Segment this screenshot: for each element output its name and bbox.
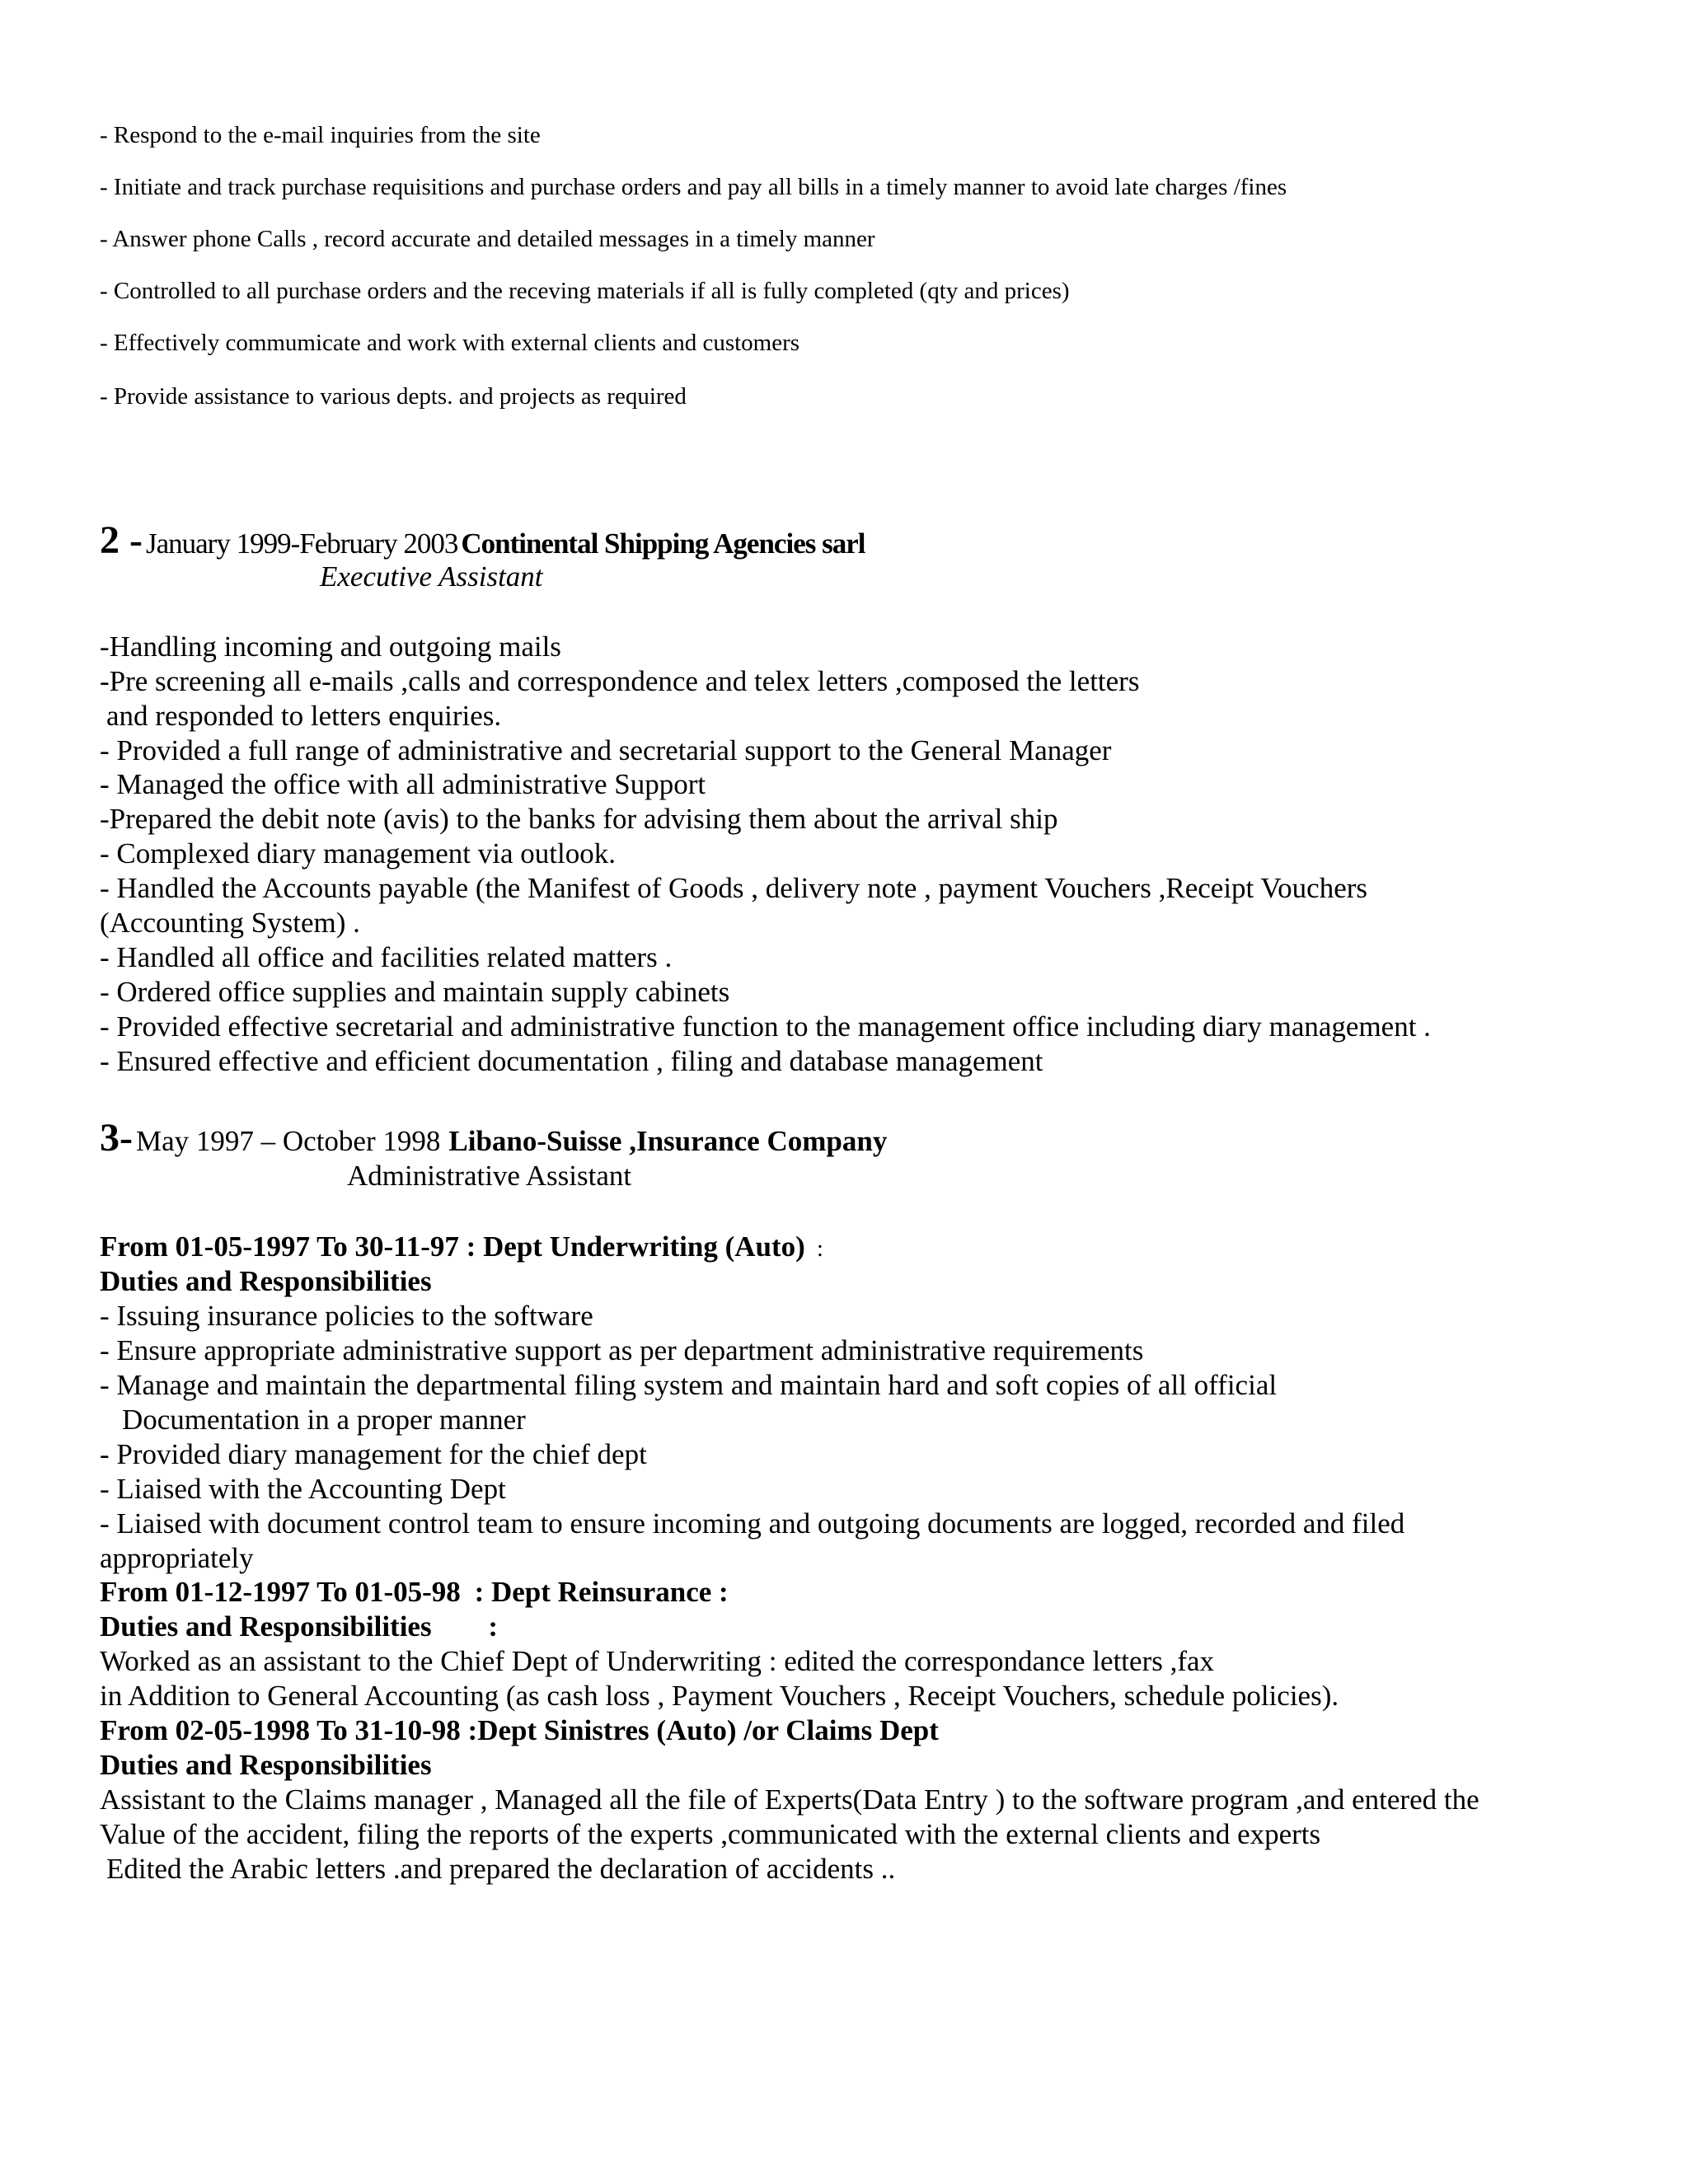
sec2-line: Worked as an assistant to the Chief Dept of Underwriting : edited the correspondance letters ,fax: [100, 1645, 1215, 1677]
job2-line: and responded to letters enquiries.: [106, 700, 502, 732]
job2-heading: [100, 518, 865, 562]
sec1-line: - Manage and maintain the departmental filing system and maintain hard and soft copies of all official: [100, 1369, 1278, 1401]
bullet-provide-assistance: - Provide assistance to various depts. and projects as required: [100, 383, 687, 410]
job3-sec3-heading: From 02-05-1998 To 31-10-98 :Dept Sinistres (Auto) /or Claims Dept: [100, 1714, 939, 1746]
sec2-line: in Addition to General Accounting (as cash loss , Payment Vouchers , Receipt Vouchers, schedule policies).: [100, 1680, 1339, 1712]
job2-line: - Handled the Accounts payable (the Manifest of Goods , delivery note , payment Vouchers ,Receipt Vouchers: [100, 872, 1368, 904]
bullet-respond-email: - Respond to the e-mail inquiries from the site: [100, 122, 541, 148]
sec1-line: - Liaised with document control team to ensure incoming and outgoing documents are logged, recorded and filed: [100, 1507, 1405, 1540]
bullet-controlled-orders: - Controlled to all purchase orders and the receving materials if all is fully completed (qty and prices): [100, 278, 1070, 304]
sec1-line: - Ensure appropriate administrative support as per department administrative requirements: [100, 1334, 1144, 1366]
sec1-line: Documentation in a proper manner: [122, 1404, 526, 1436]
job2-line: -Prepared the debit note (avis) to the banks for advising them about the arrival ship: [100, 803, 1058, 835]
sec1-line: - Provided diary management for the chief dept: [100, 1438, 647, 1470]
bullet-purchase-requisitions: - Initiate and track purchase requisitions and purchase orders and pay all bills in a timely manner to avoid late charges /fines: [100, 174, 1287, 200]
job3-company: Libano-Suisse ,Insurance Company: [448, 1125, 888, 1157]
job3-dates: May 1997 – October 1998: [135, 1125, 441, 1157]
sec2-heading-dates: From 01-12-1997 To 01-05-98: [100, 1576, 461, 1608]
job2-company: Continental Shipping Agencies sarl: [461, 527, 865, 560]
sec3-duties-label: Duties and Responsibilities: [100, 1749, 432, 1781]
job2-line: - Provided effective secretarial and administrative function to the management office including diary management .: [100, 1010, 1431, 1043]
sec1-heading-colon: :: [816, 1235, 823, 1262]
sec2-duties-label: Duties and Responsibilities: [100, 1610, 432, 1643]
sec1-heading-text: From 01-05-1997 To 30-11-97 : Dept Underwriting (Auto): [100, 1230, 805, 1263]
sec3-line: Assistant to the Claims manager , Managed all the file of Experts(Data Entry ) to the software program ,and entered the: [100, 1783, 1479, 1816]
sec1-duties-label: Duties and Responsibilities: [100, 1265, 432, 1297]
job2-line: -Handling incoming and outgoing mails: [100, 630, 561, 663]
job2-line: - Managed the office with all administrative Support: [100, 768, 706, 800]
job2-line: - Ordered office supplies and maintain supply cabinets: [100, 976, 730, 1008]
job2-line: - Handled all office and facilities related matters .: [100, 941, 673, 973]
sec2-duties-colon: :: [488, 1610, 498, 1643]
job3-sec2-heading: [100, 1577, 729, 1606]
sec1-line: - Liaised with the Accounting Dept: [100, 1473, 506, 1505]
job2-title: Executive Assistant: [320, 560, 543, 593]
sec1-line: appropriately: [100, 1542, 254, 1574]
sec2-heading-dept: : Dept Reinsurance :: [474, 1576, 729, 1608]
job3-sec1-heading: [100, 1232, 823, 1261]
sec1-line: - Issuing insurance policies to the software: [100, 1300, 593, 1332]
job3-heading: [100, 1118, 887, 1158]
job3-number: 3-: [100, 1116, 133, 1160]
bullet-communicate: - Effectively commumicate and work with external clients and customers: [100, 330, 800, 356]
job2-line: - Provided a full range of administrative and secretarial support to the General Manager: [100, 734, 1112, 766]
job2-line: - Ensured effective and efficient documentation , filing and database management: [100, 1045, 1043, 1077]
sec3-line: Edited the Arabic letters .and prepared the declaration of accidents ..: [106, 1853, 896, 1885]
bullet-answer-phone: - Answer phone Calls , record accurate and detailed messages in a timely manner: [100, 226, 875, 252]
job2-number: 2 -: [100, 518, 143, 562]
job2-line: - Complexed diary management via outlook.: [100, 837, 616, 869]
job2-line: -Pre screening all e-mails ,calls and correspondence and telex letters ,composed the letters: [100, 665, 1140, 697]
job3-title: Administrative Assistant: [347, 1160, 632, 1192]
sec2-duties-row: [100, 1612, 498, 1641]
job2-dates: January 1999-February 2003: [145, 527, 458, 560]
sec3-line: Value of the accident, filing the reports of the experts ,communicated with the external clients and experts: [100, 1818, 1321, 1850]
job2-line: (Accounting System) .: [100, 907, 360, 939]
